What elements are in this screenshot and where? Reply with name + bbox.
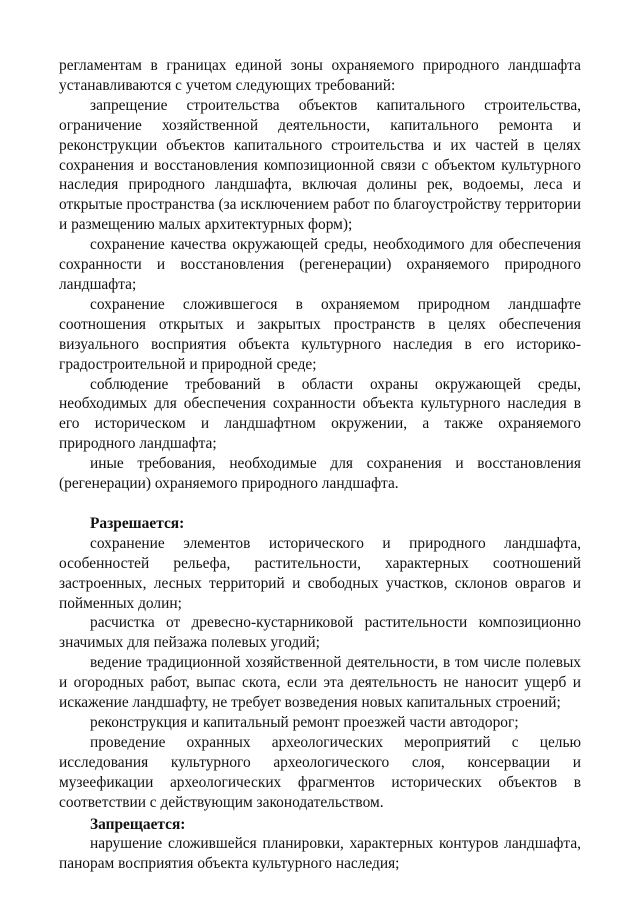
prohibited-heading: Запрещается: [90, 815, 186, 833]
requirement-paragraph: сохранение сложившегося в охраняемом природном ландшафте соотношения открытых и закрытых пространств в целях обеспечения визуального восприятия объекта культурного наследия в его историко-градостроительной и природной среде; [59, 295, 581, 373]
allowed-item: сохранение элементов исторического и природного ландшафта, особенностей рельефа, растительности, характерных соотношений застроенных, лесных территорий и свободных участков, склонов оврагов и пойменных долин; [59, 534, 581, 612]
requirement-paragraph: иные требования, необходимые для сохранения и восстановления (регенерации) охраняемого природного ландшафта. [59, 455, 581, 493]
allowed-item: проведение охранных археологических мероприятий с целью исследования культурного археологического слоя, консервации и музеефикации археологических фрагментов исторических объектов в соответствии с действующим законодательством. [59, 733, 581, 811]
intro-lead-paragraph: регламентам в границах единой зоны охраняемого природного ландшафта устанавливаются с учетом следующих требований: [59, 57, 581, 94]
prohibited-item: нарушение сложившейся планировки, характерных контуров ландшафта, панорам восприятия объекта культурного наследия; [59, 835, 581, 873]
allowed-item: ведение традиционной хозяйственной деятельности, в том числе полевых и огородных работ, выпас скота, если эта деятельность не наносит ущерб и искажение ландшафту, не требует возведения новых капитальных строений; [59, 654, 581, 712]
requirement-paragraph: сохранение качества окружающей среды, необходимого для обеспечения сохранности и восстановления (регенерации) охраняемого природного ландшафта; [59, 236, 581, 293]
allowed-item: расчистка от древесно-кустарниковой растительности композиционно значимых для пейзажа полевых угодий; [59, 614, 581, 652]
requirement-paragraph: запрещение строительства объектов капитального строительства, ограничение хозяйственной деятельности, капитального ремонта и реконструкции объектов капитального строительства и их частей в целях сохранения и восстановления композиционной связи с объектом культурного наследия природного ландшафта, включая долины рек, водоемы, леса и открытые пространства (за исключением работ по благоустройству территории и размещению малых архитектурных форм); [59, 96, 581, 234]
requirement-paragraph: соблюдение требований в области охраны окружающей среды, необходимых для обеспечения сохранности объекта культурного наследия в его историческом и ландшафтном окружении, а также охраняемого природного ландшафта; [59, 375, 581, 453]
allowed-heading: Разрешается: [90, 514, 185, 532]
allowed-item: реконструкция и капитальный ремонт проезжей части автодорог; [90, 714, 519, 731]
document-page [59, 56, 581, 874]
